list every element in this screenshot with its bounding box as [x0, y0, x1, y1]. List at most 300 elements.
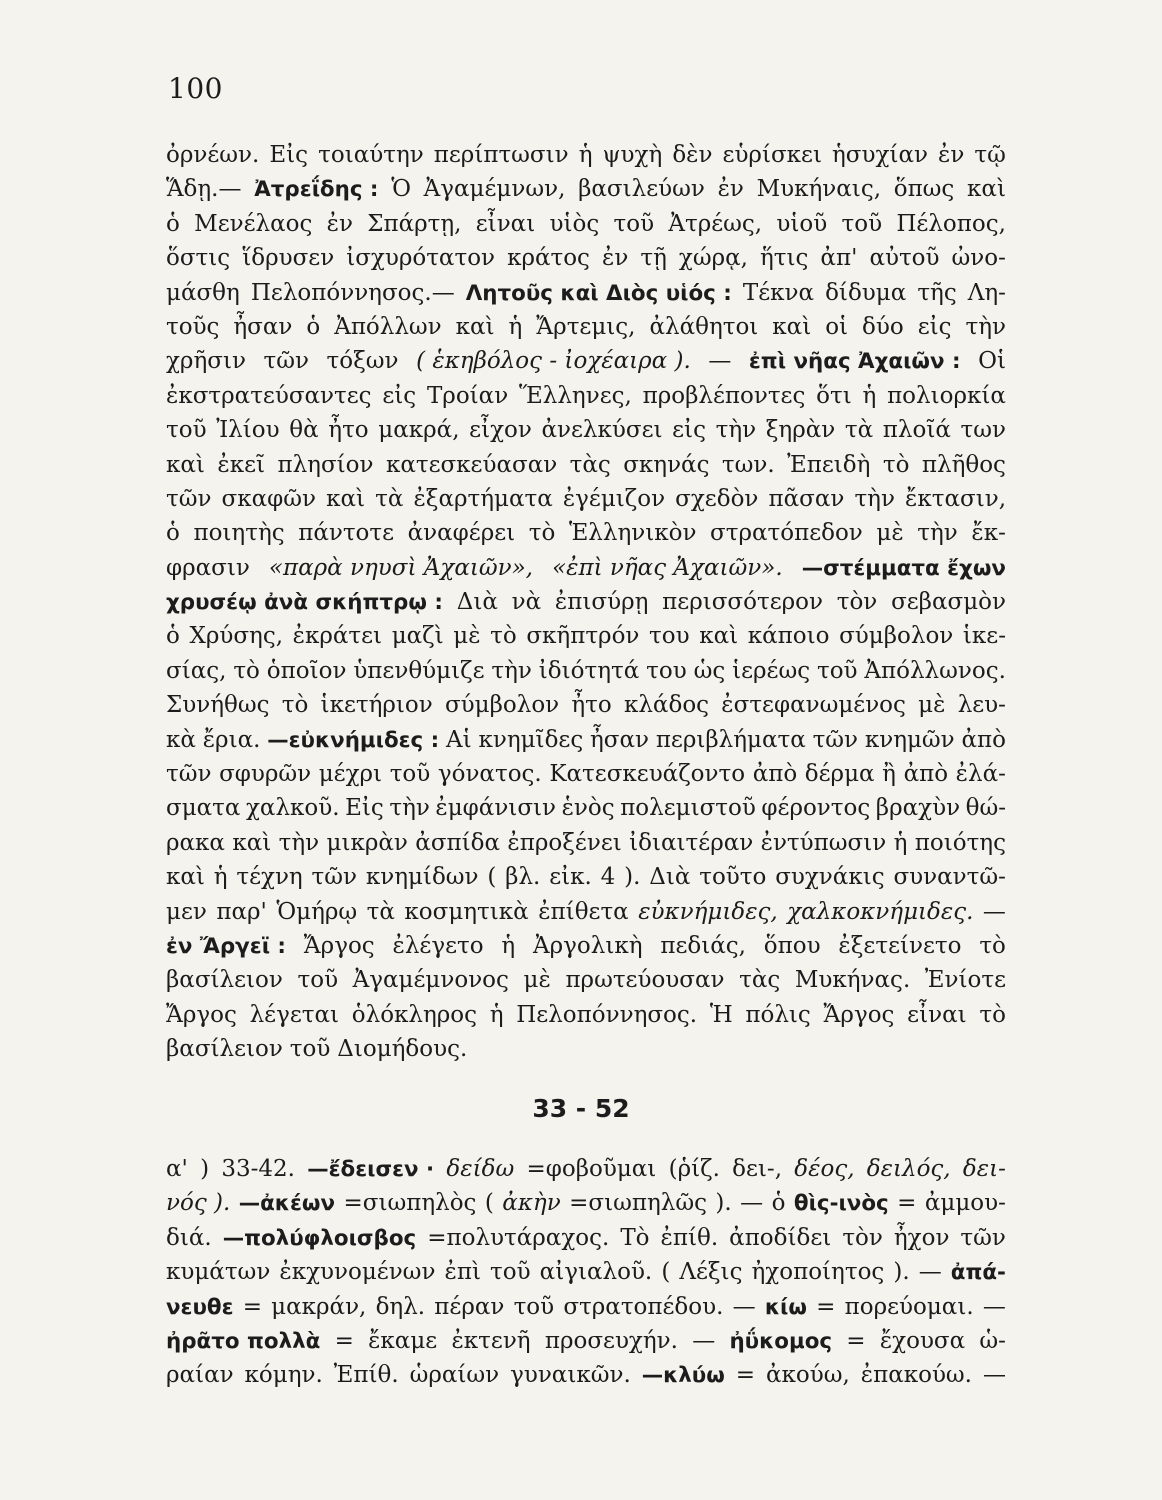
word: ἀλάθητοι: [649, 313, 759, 340]
lemma-word: ἐπὶ νῆας Ἀχαιῶν :: [748, 349, 961, 375]
word: τοῦ: [389, 761, 431, 788]
word: τὸν: [842, 1224, 883, 1251]
word: Διομήδους.: [337, 1036, 468, 1063]
word: ἡσυχίαν: [832, 142, 928, 168]
word: ὀρνέων.: [166, 142, 260, 168]
text-line: [166, 241, 1006, 275]
word: ἐπὶ: [444, 1259, 481, 1286]
italic-word: νός ).: [166, 1190, 231, 1217]
word: των: [960, 417, 1006, 444]
word: καὶ: [232, 829, 272, 856]
word: τὴν: [715, 417, 757, 444]
word: τοῦ: [513, 1293, 555, 1320]
word: τὴν: [917, 520, 958, 547]
word: ὡραίων: [409, 1362, 500, 1389]
word: σφυρῶν: [219, 761, 312, 788]
word: εὑρίσκει: [722, 142, 822, 168]
word: Διὰ: [456, 589, 498, 616]
word: κλάδος: [623, 692, 710, 719]
word: ἀσπίδα: [415, 829, 501, 856]
lemma-word: νευθε: [166, 1294, 234, 1320]
word: ὁ: [306, 313, 321, 340]
word: =σιωπηλῶς: [569, 1190, 707, 1217]
word: ἀπὸ: [961, 726, 1006, 753]
word: ὁλόκληρος: [351, 1001, 478, 1028]
word: —: [708, 348, 732, 375]
word: (: [487, 864, 497, 891]
italic-word: δειλός,: [866, 1156, 951, 1182]
word: γόνατος.: [437, 761, 542, 788]
word: Πελοπόννησος.—: [250, 279, 455, 306]
word: ἔχουσα: [879, 1327, 966, 1354]
word: σεβασμὸν: [891, 589, 1006, 616]
word: Αἱ: [446, 726, 472, 753]
word: ἵδρυσεν: [242, 245, 335, 272]
lemma-word: θὶς-ινὸς: [793, 1191, 889, 1217]
text-line: [166, 1221, 1006, 1255]
word: θὰ: [289, 417, 319, 444]
word: καὶ: [326, 485, 366, 512]
word: πᾶσαν: [768, 485, 845, 512]
word: ἐν: [938, 142, 965, 168]
text-line: [166, 688, 1006, 722]
word: =σιωπηλὸς: [343, 1190, 477, 1217]
word: πολιορκία: [887, 382, 1006, 409]
lemma-word: ἠρᾶτο πολλὰ: [166, 1328, 321, 1354]
word: Σπάρτῃ,: [367, 210, 462, 237]
section-heading: 33 - 52: [532, 1094, 630, 1123]
word: τῇ: [640, 245, 667, 272]
word: τοῦ: [490, 1259, 531, 1286]
word: ἐκχυνομένων: [279, 1259, 436, 1286]
word: Ἡ: [709, 1001, 733, 1028]
italic-word: «παρὰ νηυσὶ Ἀχαιῶν»,: [268, 554, 533, 581]
word: ἐντύπωσιν: [760, 829, 887, 856]
word: καὶ: [455, 313, 495, 340]
lemma-word: ἠΰκομος: [729, 1328, 833, 1354]
word: Χρύσης,: [189, 623, 284, 650]
word: —: [918, 1259, 942, 1286]
word: ἐπισύρῃ: [554, 589, 649, 616]
word: ἐγέμιζον: [562, 485, 666, 512]
word: Ἄρτεμις,: [536, 313, 636, 340]
italic-word: ( ἑκηβόλος - ἰοχέαιρα ).: [416, 348, 691, 375]
word: γυναικῶν.: [510, 1362, 631, 1389]
word: ἡ: [213, 864, 228, 891]
word: Ἀπόλλωνος.: [864, 657, 1006, 684]
word: βασιλεύων: [578, 176, 705, 203]
word: Ἐπειδὴ: [787, 451, 871, 478]
word: πόλις: [745, 1001, 811, 1028]
word: προσευχήν.: [544, 1327, 678, 1354]
word: ).: [893, 1259, 910, 1286]
word: ἔκ-: [971, 520, 1006, 547]
text-line: [166, 723, 1006, 757]
word: τὰ: [375, 485, 404, 512]
word: μὲ: [918, 692, 946, 719]
word: κυμάτων: [166, 1259, 271, 1286]
word: μάσθη: [166, 279, 240, 306]
word: τὰς: [739, 967, 781, 994]
word: ἦτο: [328, 417, 369, 444]
word: ἐκεῖ: [217, 451, 266, 478]
word: κοσμητικὰ: [404, 898, 529, 925]
word: =: [334, 1327, 354, 1354]
text-line: [166, 826, 1006, 860]
word: των.: [721, 451, 775, 478]
word: τὸ: [233, 657, 260, 684]
word: τοῦ: [816, 657, 858, 684]
word: κνημῖδες: [478, 726, 584, 753]
word: Κατεσκευάζοντο: [549, 761, 746, 788]
italic-word: δει-: [962, 1156, 1006, 1182]
word: ἐκράτει: [292, 623, 383, 650]
italic-word: ἀκὴν: [502, 1190, 561, 1217]
word: Μυκήνας.: [794, 967, 911, 994]
word: —: [982, 898, 1006, 925]
text-line: [166, 207, 1006, 241]
word: ἐν: [601, 245, 629, 272]
word: ἀπὸ: [903, 761, 949, 788]
word: ἐξετείνετο: [838, 932, 962, 959]
text-line: [166, 1186, 1006, 1220]
word: 33-42.: [221, 1156, 295, 1182]
word: =: [816, 1293, 836, 1320]
word: περίπτωσιν: [433, 142, 569, 168]
word: τῶν: [166, 761, 212, 788]
word: Λέξις: [679, 1259, 743, 1286]
word: τὴν: [965, 313, 1006, 340]
lemma-word: —εὐκνήμιδες :: [267, 727, 440, 753]
word: Πέλοπος,: [896, 210, 1006, 237]
word: σύμβολον: [444, 692, 560, 719]
italic-word: εὐκνήμιδες,: [638, 898, 778, 925]
word: ἥτις: [759, 245, 809, 272]
word: δηλ.: [375, 1293, 426, 1320]
word: εἰς: [382, 382, 417, 409]
word: Ἄργος: [303, 932, 375, 959]
word: στρατόπεδον: [710, 520, 863, 547]
word: δύο: [862, 313, 904, 340]
word: τοῦ: [613, 210, 655, 237]
word: τὰς: [569, 451, 611, 478]
text-line: [166, 516, 1006, 550]
lemma-word: ἀπά-: [950, 1260, 1006, 1286]
text-line: [166, 344, 1006, 378]
word: ἱκετήριον: [320, 692, 433, 719]
word: τόξων: [326, 348, 399, 375]
word: κὰ: [166, 726, 196, 753]
word: καὶ: [967, 176, 1006, 203]
word: Μυκήναις,: [756, 176, 882, 203]
word: Ἀγαμέμνονος: [352, 967, 509, 994]
word: τὴν: [389, 795, 430, 822]
word: ἡ: [893, 829, 908, 856]
italic-word: «ἐπὶ νῆας Ἀχαιῶν».: [552, 554, 783, 581]
word: ὅπως: [893, 176, 955, 203]
lemma-word: χρυσέῳ ἀνὰ σκήπτρῳ :: [166, 590, 443, 616]
italic-word: δείδω: [446, 1156, 515, 1182]
commentary-paragraph-2: [166, 1152, 1006, 1393]
word: (: [484, 1190, 494, 1217]
word: ἐμφάνισιν: [435, 795, 557, 822]
word: ραίαν: [166, 1362, 234, 1389]
word: ἐπροξένει: [507, 829, 622, 856]
commentary-paragraph: [166, 138, 1006, 1067]
text-line: [166, 310, 1006, 344]
word: Ἕλληνες,: [518, 382, 632, 409]
word: δὲν: [672, 142, 713, 168]
word: τοῦ: [166, 417, 207, 444]
word: —: [732, 1293, 756, 1320]
lemma-word: —κλύω: [641, 1363, 725, 1389]
word: κνημίδων: [365, 864, 479, 891]
word: ὁ: [166, 623, 180, 650]
word: Τὸ: [620, 1224, 650, 1251]
word: ἀπ': [820, 245, 858, 272]
word: τῶν: [166, 485, 212, 512]
word: πεδιάς,: [660, 932, 746, 959]
word: ρακα: [166, 829, 225, 856]
word: κράτος: [507, 245, 590, 272]
lemma-word: Λητοῦς καὶ Διὸς υἱός :: [465, 280, 732, 306]
word: ξηρὰν: [765, 417, 836, 444]
word: ὡ-: [979, 1327, 1006, 1354]
text-line: [166, 963, 1006, 997]
word: νὰ: [511, 589, 542, 616]
word: Ἀτρέως,: [668, 210, 763, 237]
word: σκηνάς: [623, 451, 710, 478]
word: τοῦ: [289, 1036, 331, 1063]
word: του: [646, 657, 687, 684]
word: τοιαύτην: [318, 142, 424, 168]
text-line: [166, 654, 1006, 688]
word: ἀναφέρει: [407, 520, 516, 547]
word: χώρᾳ,: [678, 245, 748, 272]
word: ὁ: [166, 520, 180, 547]
word: στρατοπέδου.: [563, 1293, 724, 1320]
word: —: [740, 1190, 764, 1217]
word: μέχρι: [318, 761, 383, 788]
word: ἐκτενῆ: [451, 1327, 531, 1354]
word: τῷ: [974, 142, 1006, 168]
text-line: [166, 138, 1006, 172]
word: περιβλήματα: [655, 726, 806, 753]
word: δέρμα: [804, 761, 875, 788]
word: =: [897, 1190, 917, 1217]
word: σκαφῶν: [221, 485, 316, 512]
word: φρασιν: [166, 554, 250, 581]
word: —: [692, 1327, 716, 1354]
lemma-word: —πολύφλοισβος: [222, 1225, 417, 1251]
word: εἶναι: [907, 1001, 967, 1028]
word: ἀνελκύσει: [541, 417, 663, 444]
word: τέχνη: [236, 864, 303, 891]
text-line: [166, 998, 1006, 1032]
text-line: [166, 551, 1006, 585]
text-line: [166, 929, 1006, 963]
word: μαζὶ: [391, 623, 444, 650]
word: θώ-: [965, 795, 1006, 822]
word: Εἰς: [269, 142, 309, 168]
word: πέραν: [434, 1293, 505, 1320]
word: Ἑλληνικὸν: [568, 520, 697, 547]
text-line: [166, 860, 1006, 894]
word: μὲ: [453, 623, 481, 650]
word: ἐπίθ.: [660, 1224, 719, 1251]
word: βλ.: [505, 864, 541, 891]
text-line: [166, 276, 1006, 310]
text-line: [166, 379, 1006, 413]
word: =: [735, 1362, 756, 1389]
word: τὸ: [281, 692, 309, 719]
word: λέγεται: [249, 1001, 340, 1028]
word: δει-,: [732, 1156, 783, 1182]
word: μὲ: [876, 520, 904, 547]
word: ἀπὸ: [752, 761, 798, 788]
text-line: [166, 1032, 1006, 1066]
word: εἶναι: [475, 210, 536, 237]
word: τῶν: [812, 726, 859, 753]
text-line: [166, 172, 1006, 206]
word: τῶν: [960, 1224, 1006, 1251]
word: ἡ: [508, 313, 523, 340]
word: εἰς: [672, 417, 706, 444]
word: ἦσαν: [233, 313, 293, 340]
word: τῆς: [917, 279, 957, 306]
word: τὸ: [979, 932, 1006, 959]
word: ὅτι: [816, 382, 852, 409]
word: Τροίαν: [426, 382, 509, 409]
word: λευ-: [957, 692, 1006, 719]
word: εἰκ.: [549, 864, 592, 891]
word: ἦχον: [893, 1224, 950, 1251]
text-line: [166, 1358, 1006, 1392]
word: καὶ: [772, 313, 812, 340]
text-line: [166, 791, 1006, 825]
word: ὅστις: [166, 245, 231, 272]
text-line: [166, 1324, 1006, 1358]
word: πορεύομαι.: [844, 1293, 974, 1320]
word: ).: [715, 1190, 732, 1217]
word: ἐξαρτήματα: [413, 485, 553, 512]
word: τὸ: [979, 1001, 1006, 1028]
word: ): [200, 1156, 210, 1182]
word: ποιότης: [914, 829, 1006, 856]
word: καὶ: [699, 623, 739, 650]
word: Ἅδῃ.—: [166, 176, 242, 203]
word: Ἀγαμέμνων,: [423, 176, 566, 203]
word: τὴν: [854, 485, 895, 512]
word: ἰδιότητά: [538, 657, 640, 684]
word: τὰ: [366, 898, 395, 925]
word: υἱοῦ: [776, 210, 828, 237]
word: ὁ: [771, 1190, 786, 1217]
word: πλοῖά: [882, 417, 951, 444]
lemma-word: ἐν Ἄργεϊ :: [166, 933, 286, 959]
lemma-word: Ἀτρεΐδης :: [254, 177, 379, 203]
word: μικρὰν: [326, 829, 408, 856]
word: Ἀπόλλων: [334, 313, 442, 340]
word: φέροντος: [761, 795, 871, 822]
word: κόμην.: [244, 1362, 323, 1389]
word: ἀποδίδει: [729, 1224, 832, 1251]
word: =φοβοῦμαι: [526, 1156, 657, 1182]
lemma-word: κίω: [764, 1294, 807, 1320]
word: Ὁ: [391, 176, 411, 203]
word: Ὁμήρῳ: [276, 898, 358, 925]
word: α': [166, 1156, 188, 1182]
text-line: [166, 1255, 1006, 1289]
word: ἐλά-: [955, 761, 1006, 788]
word: πλησίον: [277, 451, 374, 478]
text-line: [166, 1152, 1006, 1186]
word: τοῦτο: [699, 864, 767, 891]
word: Ἐπίθ.: [333, 1362, 399, 1389]
word: υἱὸς: [549, 210, 600, 237]
word: τὴν: [491, 657, 532, 684]
word: Λη-: [967, 279, 1006, 306]
word: ἐπίθετα: [538, 898, 629, 925]
word: Ἐνίοτε: [924, 967, 1006, 994]
text-line: [166, 482, 1006, 516]
text-line: [166, 619, 1006, 653]
word: ἐν: [326, 210, 353, 237]
lemma-word: —στέμματα ἔχων: [801, 555, 1006, 581]
word: προβλέποντες: [642, 382, 806, 409]
word: Ἄργος: [166, 1001, 237, 1028]
word: μεν: [166, 898, 207, 925]
word: ).: [624, 864, 641, 891]
word: κάποιο: [747, 623, 830, 650]
word: κνημῶν: [864, 726, 955, 753]
word: τὰ: [844, 417, 874, 444]
word: ποιητὴς: [193, 520, 285, 547]
word: ἔκαμε: [368, 1327, 438, 1354]
word: πλῆθος: [921, 451, 1006, 478]
word: τοῦ: [841, 210, 883, 237]
word: ἠχοποίητος: [751, 1259, 885, 1286]
word: του: [649, 623, 690, 650]
text-line: [166, 585, 1006, 619]
word: ἀμμου-: [924, 1190, 1006, 1217]
word: χρῆσιν: [166, 348, 246, 375]
word: ἰδιαιτέραν: [629, 829, 754, 856]
word: =: [242, 1293, 262, 1320]
word: καὶ: [166, 864, 205, 891]
word: Διὰ: [649, 864, 691, 891]
word: ἔρια.: [202, 726, 261, 753]
word: δίδυμα: [825, 279, 907, 306]
word: —: [982, 1362, 1006, 1389]
word: μὲ: [523, 967, 551, 994]
word: ἰσχυρότατον: [346, 245, 496, 272]
word: τοῦ: [297, 967, 339, 994]
word: μακράν,: [271, 1293, 367, 1320]
word: ψυχὴ: [602, 142, 663, 168]
word: ἀκούω,: [765, 1362, 850, 1389]
lemma-word: —ἔδεισεν ·: [307, 1157, 435, 1182]
word: βασίλειον: [166, 1036, 283, 1063]
word: ἡ: [489, 1001, 504, 1028]
word: =: [846, 1327, 866, 1354]
word: Ἄργος: [823, 1001, 895, 1028]
word: ὁποῖον: [266, 657, 347, 684]
word: καὶ: [166, 451, 205, 478]
word: τοῦς: [166, 313, 220, 340]
word: συχνάκις: [775, 864, 885, 891]
word: πρωτεύουσαν: [565, 967, 725, 994]
